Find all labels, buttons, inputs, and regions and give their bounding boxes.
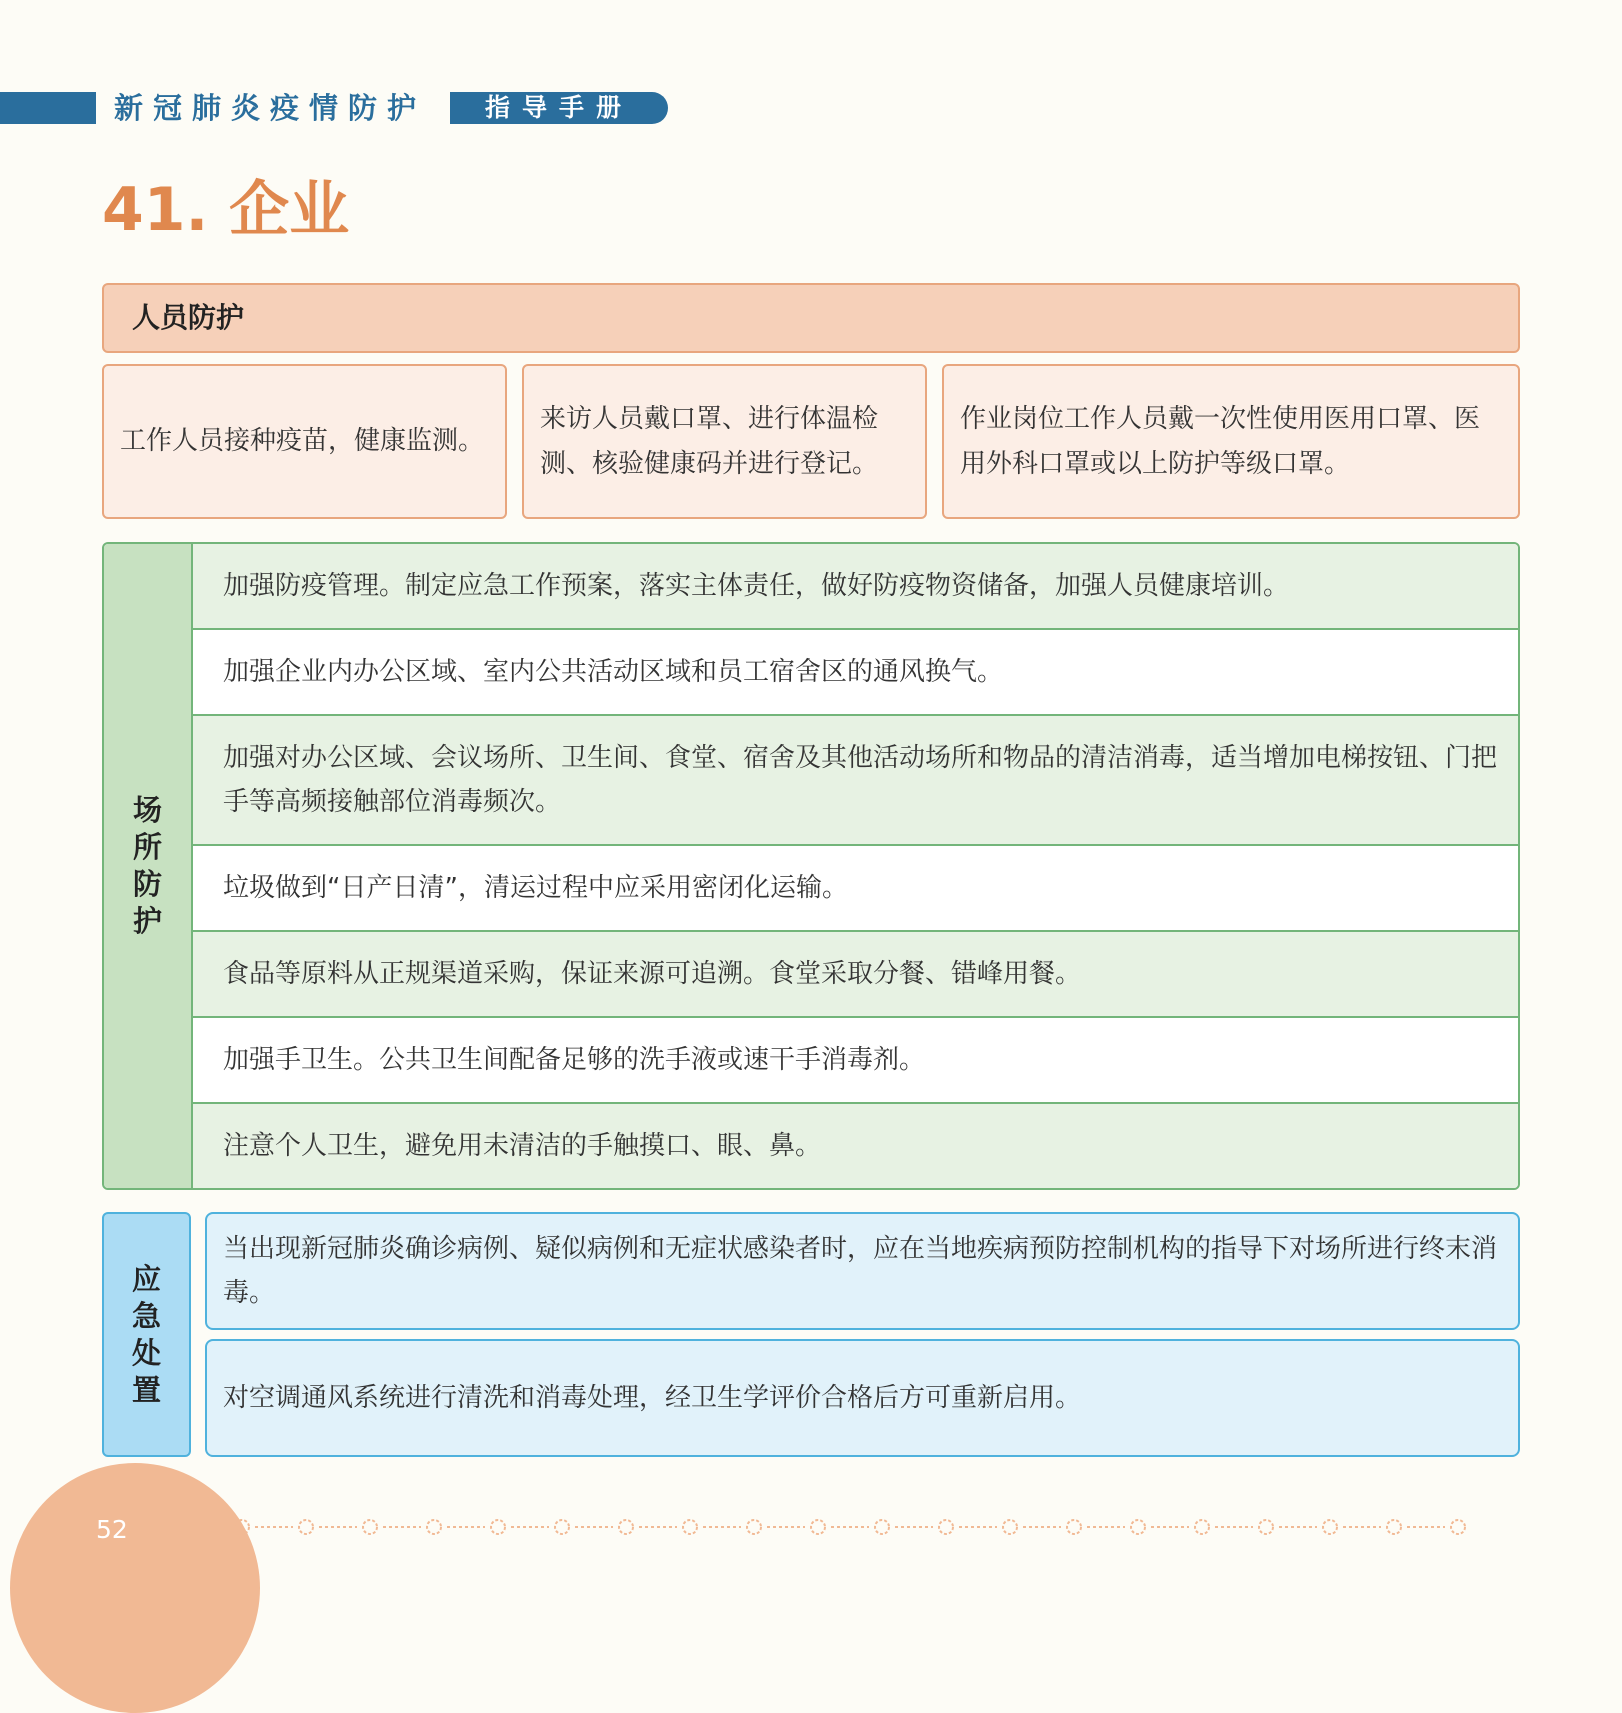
footer-dot-icon bbox=[1195, 1520, 1209, 1534]
emergency-item bbox=[205, 1212, 1520, 1330]
footer-dot-icon bbox=[1067, 1520, 1081, 1534]
personnel-card-text: 作业岗位工作人员戴一次性使用医用口罩、医用外科口罩或以上防护等级口罩。 bbox=[960, 403, 1481, 479]
venue-item-text: 加强手卫生。公共卫生间配备足够的洗手液或速干手消毒剂。 bbox=[223, 1045, 926, 1075]
footer-dot-icon bbox=[1387, 1520, 1401, 1534]
page-title: 41. 企业 bbox=[102, 175, 350, 245]
venue-item bbox=[193, 1018, 1518, 1104]
venue-label-text: 场所防护 bbox=[132, 793, 162, 938]
personnel-section-heading: 人员防护 bbox=[102, 283, 1520, 353]
footer-dot-icon bbox=[939, 1520, 953, 1534]
emergency-section-label bbox=[102, 1212, 191, 1457]
personnel-card bbox=[942, 364, 1520, 519]
footer-dotted-divider bbox=[230, 1517, 1530, 1537]
venue-item bbox=[193, 544, 1518, 630]
emergency-label-text: 应急处置 bbox=[131, 1261, 161, 1407]
header-accent-bar bbox=[0, 92, 96, 124]
personnel-card-text: 来访人员戴口罩、进行体温检测、核验健康码并进行登记。 bbox=[540, 403, 879, 479]
emergency-item-text: 当出现新冠肺炎确诊病例、疑似病例和无症状感染者时，应在当地疾病预防控制机构的指导下对场所进行终末消毒。 bbox=[223, 1234, 1498, 1308]
venue-protection-section bbox=[102, 542, 1520, 1190]
footer-dot-icon bbox=[1131, 1520, 1145, 1534]
emergency-item bbox=[205, 1339, 1520, 1457]
footer-dot-icon bbox=[555, 1520, 569, 1534]
venue-item-text: 加强防疫管理。制定应急工作预案，落实主体责任，做好防疫物资储备，加强人员健康培训。 bbox=[223, 571, 1290, 601]
emergency-item-text: 对空调通风系统进行清洗和消毒处理，经卫生学评价合格后方可重新启用。 bbox=[223, 1383, 1082, 1413]
personnel-card bbox=[522, 364, 927, 519]
venue-item bbox=[193, 1104, 1518, 1188]
venue-item bbox=[193, 630, 1518, 716]
footer-dot-icon bbox=[363, 1520, 377, 1534]
footer-dot-icon bbox=[875, 1520, 889, 1534]
venue-item-text: 加强企业内办公区域、室内公共活动区域和员工宿舍区的通风换气。 bbox=[223, 657, 1004, 687]
footer-dot-icon bbox=[427, 1520, 441, 1534]
footer-dot-icon bbox=[747, 1520, 761, 1534]
footer-dot-icon bbox=[619, 1520, 633, 1534]
venue-item-text: 注意个人卫生，避免用未清洁的手触摸口、眼、鼻。 bbox=[223, 1131, 822, 1161]
venue-item bbox=[193, 932, 1518, 1018]
footer-dot-icon bbox=[1451, 1520, 1465, 1534]
venue-item-text: 食品等原料从正规渠道采购，保证来源可追溯。食堂采取分餐、错峰用餐。 bbox=[223, 959, 1082, 989]
footer-dot-icon bbox=[811, 1520, 825, 1534]
venue-item-text: 垃圾做到“日产日清”，清运过程中应采用密闭化运输。 bbox=[223, 873, 848, 903]
footer-circle-decoration bbox=[10, 1463, 260, 1713]
header-badge: 指导手册 bbox=[450, 92, 668, 124]
venue-section-label bbox=[104, 544, 193, 1188]
venue-item-text: 加强对办公区域、会议场所、卫生间、食堂、宿舍及其他活动场所和物品的清洁消毒，适当增加电梯按钮、门把手等高频接触部位消毒频次。 bbox=[223, 743, 1498, 817]
footer-dot-icon bbox=[299, 1520, 313, 1534]
venue-item-list bbox=[193, 544, 1518, 1188]
personnel-card-text: 工作人员接种疫苗，健康监测。 bbox=[120, 426, 485, 456]
page-number: 52 bbox=[96, 1515, 128, 1544]
personnel-card bbox=[102, 364, 507, 519]
venue-item bbox=[193, 716, 1518, 846]
footer-dot-icon bbox=[235, 1520, 249, 1534]
footer-dot-icon bbox=[1323, 1520, 1337, 1534]
footer-dot-icon bbox=[491, 1520, 505, 1534]
venue-item bbox=[193, 846, 1518, 932]
footer-dot-icon bbox=[1003, 1520, 1017, 1534]
footer-dot-icon bbox=[1259, 1520, 1273, 1534]
header-title: 新冠肺炎疫情防护 bbox=[114, 91, 427, 125]
footer-dot-icon bbox=[683, 1520, 697, 1534]
